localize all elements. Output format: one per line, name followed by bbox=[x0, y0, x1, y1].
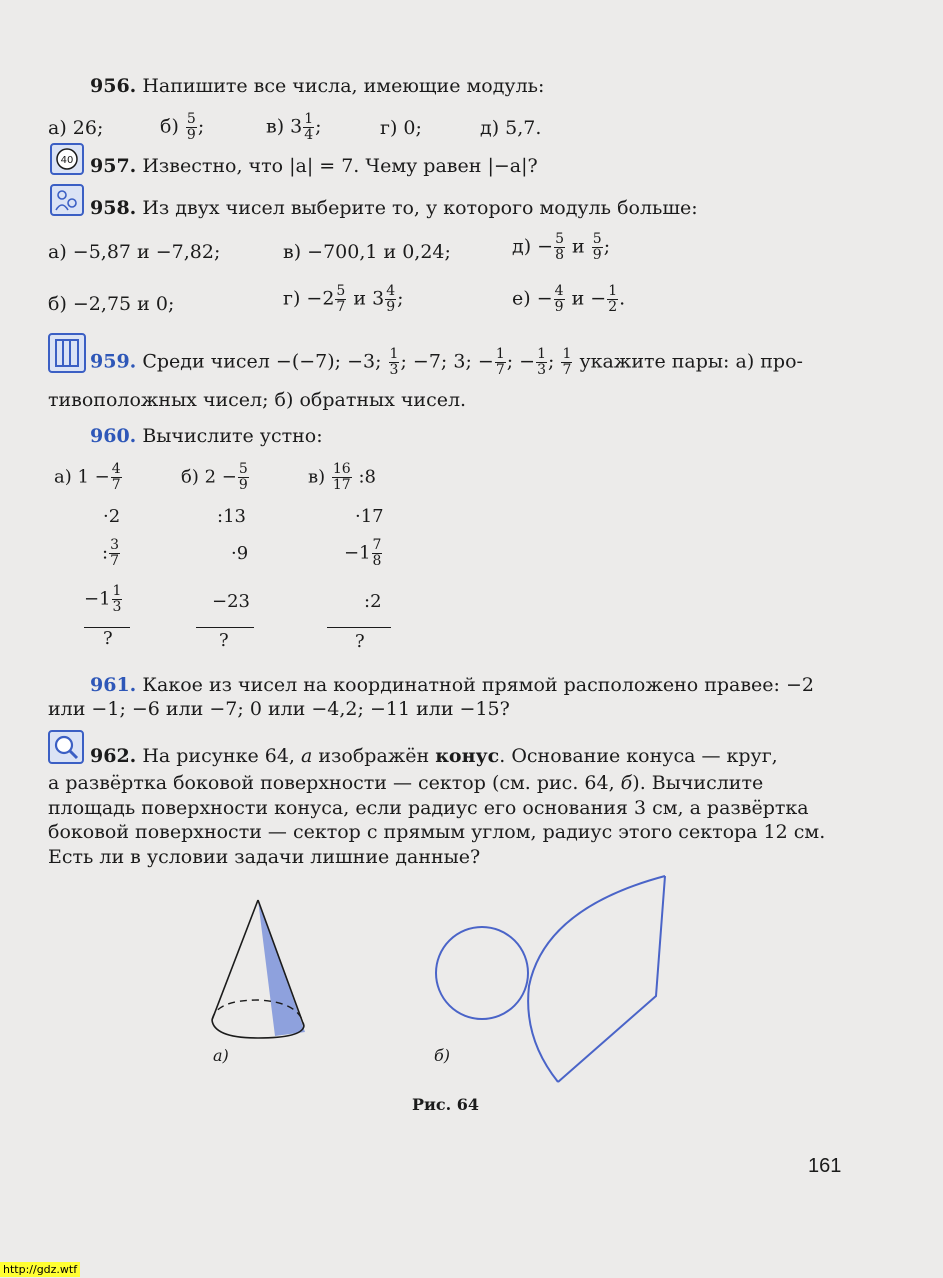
exercise-number: 957. bbox=[90, 155, 137, 177]
exercise-962-line5: Есть ли в условии задачи лишние данные? bbox=[48, 846, 481, 868]
svg-text:40: 40 bbox=[60, 155, 74, 166]
page-number: 161 bbox=[808, 1155, 842, 1177]
chain-a-step1: ·2 bbox=[103, 506, 121, 527]
exercise-959-line2: тивоположных чисел; б) обратных чисел. bbox=[48, 389, 467, 411]
exercise-text: Известно, что |a| = 7. Чему равен |−a|? bbox=[142, 155, 538, 177]
chain-c-start: в) $\frac{16}{17}$ :8 bbox=[308, 461, 376, 493]
exercise-962-line3: площадь поверхности конуса, если радиус его основания 3 см, а развёртка bbox=[48, 797, 809, 819]
exercise-962-line1: 962. На рисунке 64, а изображён конус. Основание конуса — круг, bbox=[90, 745, 778, 767]
chain-c-result: ? bbox=[355, 631, 365, 652]
oral-exercise-icon bbox=[50, 143, 84, 175]
chain-c-step2: −1 $\frac{7}{8}$ bbox=[344, 537, 382, 569]
exercise-text: Напишите все числа, имеющие модуль: bbox=[142, 75, 545, 97]
chain-c-step3: :2 bbox=[364, 591, 382, 612]
text-part: Среди чисел −(−7); −3; bbox=[142, 350, 382, 373]
exercise-961-line1 bbox=[90, 673, 814, 697]
chain-b-result-line bbox=[196, 627, 254, 628]
chain-a-start: а) 1 − $\frac{4}{7}$ bbox=[54, 461, 121, 493]
chain-c-result-line bbox=[327, 627, 391, 628]
exercise-962-line4: боковой поверхности — сектор с прямым углом, радиус этого сектора 12 см. bbox=[48, 821, 826, 843]
research-icon bbox=[48, 730, 84, 764]
option-b: б) −2,75 и 0; bbox=[48, 293, 175, 315]
exercise-text: Какое из чисел на координатной прямой расположено правее: −2 bbox=[142, 674, 814, 696]
chain-c-step1: ·17 bbox=[355, 506, 384, 527]
option-v: в) −700,1 и 0,24; bbox=[283, 241, 451, 263]
exercise-number: 962. bbox=[90, 745, 137, 767]
option-e: е) − $\frac{4}{9}$ и − $\frac{1}{2}$ . bbox=[512, 283, 626, 315]
exercise-number: 958. bbox=[90, 197, 137, 219]
table-icon bbox=[48, 333, 86, 373]
chain-b-step3: −23 bbox=[212, 591, 250, 612]
chain-a-step2: : $\frac{3}{7}$ bbox=[102, 537, 119, 569]
chain-b-step2: ·9 bbox=[231, 543, 249, 564]
chain-b-step1: :13 bbox=[217, 506, 246, 527]
pair-work-icon bbox=[50, 184, 84, 216]
figure-label-a: а) bbox=[213, 1046, 229, 1065]
exercise-958-row1 bbox=[48, 232, 668, 272]
exercise-957 bbox=[90, 154, 538, 178]
exercise-number: 961. bbox=[90, 674, 137, 696]
figure-caption: Рис. 64 bbox=[412, 1095, 480, 1114]
option-b: б) $\frac{5}{9}$ ; bbox=[160, 111, 205, 143]
option-a: а) 26; bbox=[48, 117, 104, 139]
option-d: д) − $\frac{5}{8}$ и $\frac{5}{9}$ ; bbox=[512, 231, 611, 263]
option-v: в) 3 $\frac{1}{4}$ ; bbox=[266, 111, 322, 143]
exercise-text: Из двух чисел выберите то, у которого модуль больше: bbox=[142, 197, 698, 219]
exercise-958-heading bbox=[90, 196, 698, 220]
option-d: д) 5,7. bbox=[480, 117, 542, 139]
exercise-text: Вычислите устно: bbox=[142, 425, 323, 447]
option-g: г) 0; bbox=[380, 117, 422, 139]
chain-b-result: ? bbox=[219, 630, 229, 651]
exercise-number: 956. bbox=[90, 75, 137, 97]
exercise-956-heading bbox=[90, 74, 544, 98]
cone-net-drawing bbox=[436, 876, 665, 1082]
exercise-959-line1: 959. Среди чисел −(−7); −3; $\frac{1}{3}$ ; −7; 3; − $\frac{1}{7}$ ; − $\frac{1}{3}$ ; $\frac{1}{7}$ укажите пары: а) про- bbox=[90, 346, 803, 378]
exercise-958-row2 bbox=[48, 284, 668, 324]
chain-a-result: ? bbox=[103, 628, 113, 649]
figure-label-b: б) bbox=[434, 1046, 451, 1065]
exercise-961-line2: или −1; −6 или −7; 0 или −4,2; −11 или −15? bbox=[48, 698, 510, 720]
exercise-number: 959. bbox=[90, 350, 137, 373]
source-watermark[interactable]: http://gdz.wtf bbox=[0, 1262, 80, 1277]
cone-drawing bbox=[212, 900, 305, 1038]
chain-a-step3: −1 $\frac{1}{3}$ bbox=[84, 583, 122, 615]
exercise-number: 960. bbox=[90, 425, 137, 447]
option-g: г) −2 $\frac{5}{7}$ и 3 $\frac{4}{9}$ ; bbox=[283, 283, 404, 315]
chain-b-start: б) 2 − $\frac{5}{9}$ bbox=[181, 461, 248, 493]
option-a: а) −5,87 и −7,82; bbox=[48, 241, 221, 263]
exercise-960-heading bbox=[90, 424, 323, 448]
exercise-962-line2: а развёртка боковой поверхности — сектор (см. рис. 64, б). Вычислите bbox=[48, 772, 764, 794]
